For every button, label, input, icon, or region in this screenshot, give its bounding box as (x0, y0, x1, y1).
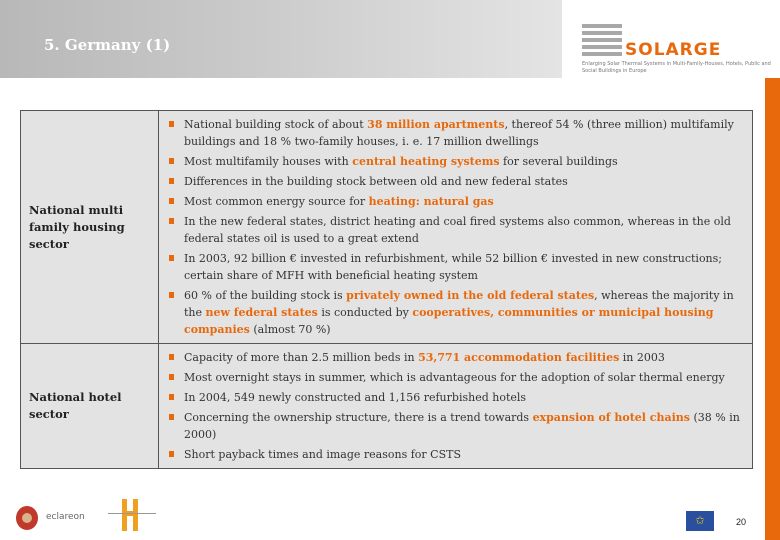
table-row (21, 344, 753, 469)
row-content (159, 111, 753, 344)
bullet-item (165, 369, 746, 386)
row-label: National multi family housing sector (21, 111, 159, 344)
bullet-text: Most common energy source for (184, 195, 369, 208)
bullet-text: National building stock of about (184, 118, 368, 131)
bullet-item (165, 193, 746, 210)
highlight-text: 53,771 accommodation facilities (418, 351, 620, 364)
bullet-text: Concerning the ownership structure, there is a trend towards (184, 411, 533, 424)
bullet-text: is conducted by (317, 306, 413, 319)
bullet-text: Most overnight stays in summer, which is advantageous for the adoption of solar thermal energy (184, 371, 725, 384)
bullet-item (165, 173, 746, 190)
accent-bar (765, 78, 780, 540)
bullet-item (165, 153, 746, 170)
bullet-text: In 2003, 92 billion € invested in refurbishment, while 52 billion € invested in new constructions; certain share of MFH with beneficial heating system (184, 252, 722, 282)
highlight-text: new federal states (205, 306, 318, 319)
bullet-text: In the new federal states, district heating and coal fired systems also common, whereas in the old federal states oil is used to a great extend (184, 215, 731, 245)
content-table (20, 110, 753, 469)
bullet-text: In 2004, 549 newly constructed and 1,156 refurbished hotels (184, 391, 527, 404)
bullet-text: for several buildings (499, 155, 618, 168)
bullet-item (165, 287, 746, 338)
eu-flag-icon: ✩ (686, 511, 714, 531)
row-label: National hotel sector (21, 344, 159, 469)
highlight-text: expansion of hotel chains (532, 411, 690, 424)
highlight-text: central heating systems (352, 155, 500, 168)
bullet-text: Capacity of more than 2.5 million beds in (184, 351, 419, 364)
highlight-text: cooperatives, communities or municipal housing companies (184, 306, 714, 336)
bullet-text: (38 % in 2000) (184, 411, 740, 441)
bullet-text: , thereof 54 % (three million) multifamily buildings and 18 % two-family houses, i. e. 17 million dwellings (184, 118, 734, 148)
bullet-text: Differences in the building stock between old and new federal states (184, 175, 568, 188)
bullet-item (165, 389, 746, 406)
bullet-item (165, 116, 746, 150)
bullet-text: , whereas the majority in the (184, 289, 734, 319)
highlight-text: 38 million apartments (367, 118, 505, 131)
bullet-item (165, 349, 746, 366)
table-row (21, 111, 753, 344)
bullet-text: (almost 70 %) (249, 323, 331, 336)
highlight-text: privately owned in the old federal states (346, 289, 595, 302)
bullet-item (165, 213, 746, 247)
solarge-logo: SOLARGE Enlarging Solar Thermal Systems in Multi-Family-Houses, Hotels, Public and Social Buildings in Europe (582, 24, 767, 80)
row-content (159, 344, 753, 469)
bullet-text: 60 % of the building stock is (184, 289, 347, 302)
bullet-text: Short payback times and image reasons for CSTS (184, 448, 462, 461)
bullet-item (165, 446, 746, 463)
highlight-text: heating: natural gas (368, 195, 494, 208)
page-title: 5. Germany (1) (44, 36, 171, 54)
bullet-item (165, 409, 746, 443)
bullet-item (165, 250, 746, 284)
eclareon-logo: eclareon (14, 504, 94, 530)
bullet-text: in 2003 (619, 351, 665, 364)
page-number: 20 (736, 517, 747, 527)
bullet-text: Most multifamily houses with (184, 155, 353, 168)
partner-logo-h (108, 499, 158, 531)
